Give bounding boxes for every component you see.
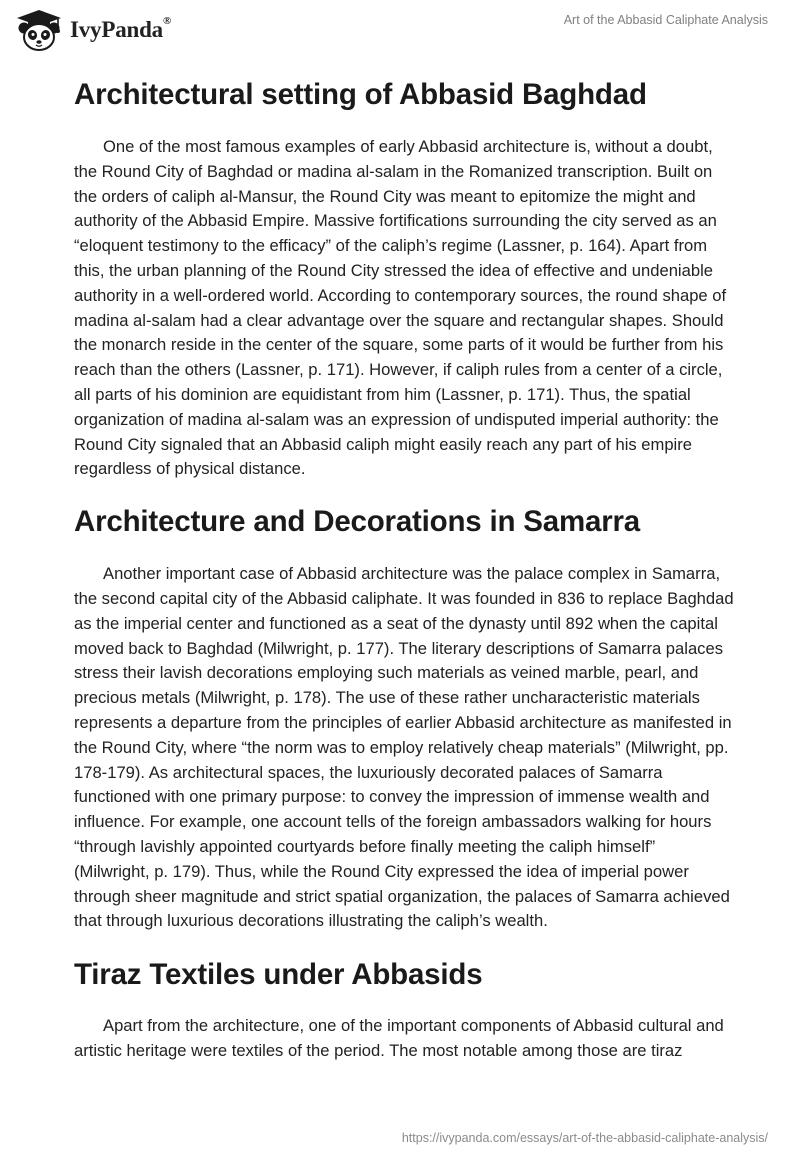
section-heading: Tiraz Textiles under Abbasids: [74, 958, 483, 992]
section-paragraph: Another important case of Abbasid architecture was the palace complex in Samarra, the second capital city of the Abbasid caliphate. It was founded in 836 to replace Baghdad as the imperial center and functioned as a seat of the dynasty until 892 when the capital moved back to Baghdad (Milwright, p. 177). The literary descriptions of Samarra palaces stress their lavish decorations employing such materials as veined marble, pearl, and precious metals (Milwright, p. 178). The use of these rather uncharacteristic materials represents a departure from the principles of earlier Abbasid architecture as manifested in the Round City, where “the norm was to employ relatively cheap materials” (Milwright, pp. 178-179). As architectural spaces, the luxuriously decorated palaces of Samarra functioned with one primary purpose: to convey the impression of immense wealth and influence. For example, one account tells of the foreign ambassadors walking for hours “through lavishly appointed courtyards before finally meeting the caliph himself” (Milwright, p. 179). Thus, while the Round City expressed the idea of imperial power through sheer magnitude and strict spatial organization, the palaces of Samarra achieved that through luxurious decorations illustrating the caliph’s wealth.: [74, 564, 734, 931]
panda-graduate-icon: [14, 8, 64, 52]
document-title: Art of the Abbasid Caliphate Analysis: [563, 13, 768, 27]
logo-wordmark: IvyPanda®: [70, 15, 172, 42]
section-heading: Architectural setting of Abbasid Baghdad: [74, 78, 647, 111]
ivypanda-logo[interactable]: [14, 8, 171, 52]
section-paragraph: Apart from the architecture, one of the important components of Abbasid cultural and artistic heritage were textiles of the period. The most notable among those are tiraz: [74, 1016, 724, 1060]
section-paragraph: One of the most famous examples of early Abbasid architecture is, without a doubt, the Round City of Baghdad or madina al-salam in the Romanized transcription. Built on the orders of caliph al-Mansur, the Round City was meant to epitomize the might and authority of the Abbasid Empire. Massive fortifications surrounding the city served as an “eloquent testimony to the efficacy” of the caliph’s regime (Lassner, p. 164). Apart from this, the urban planning of the Round City stressed the idea of effective and undeniable authority in a well-ordered world. According to contemporary sources, the round shape of madina al-salam had a clear advantage over the square and rectangular shapes. Should the monarch reside in the center of the square, some parts of it would be further from his reach than the others (Lassner, p. 171). However, if caliph rules from a center of a circle, all parts of his dominion are equidistant from him (Lassner, p. 171). Thus, the spatial organization of madina al-salam was an expression of undisputed imperial authority: the Round City signaled that an Abbasid caliph might easily reach any part of his empire regardless of physical distance.: [74, 137, 727, 479]
article-body: [74, 72, 734, 1064]
section-heading: Architecture and Decorations in Samarra: [74, 505, 640, 539]
source-url-link[interactable]: https://ivypanda.com/essays/art-of-the-abbasid-caliphate-analysis/: [401, 1131, 768, 1145]
page-header: [0, 0, 800, 60]
